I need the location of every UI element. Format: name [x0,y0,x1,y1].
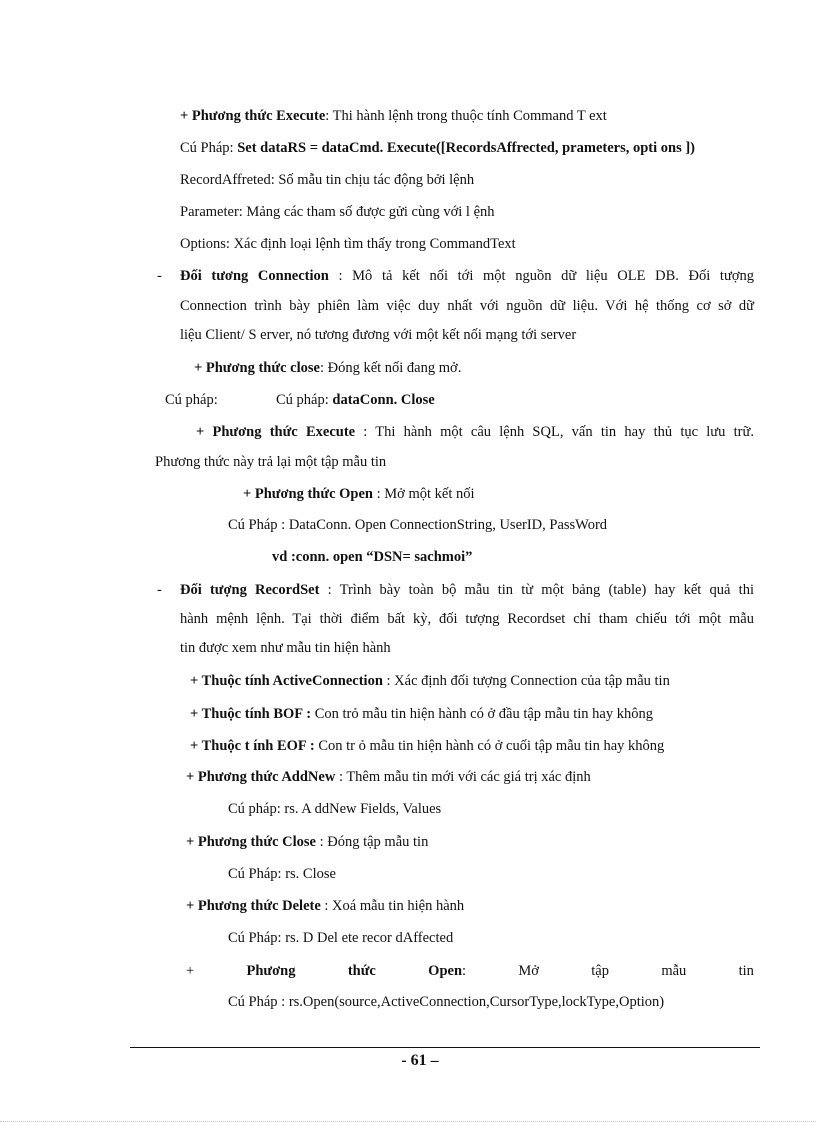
rs-open-line: + Phương thức Open: Mở tập mẫu tin [186,963,754,979]
execute-connection-line-1: + Phương thức Execute : Thi hành một câu lệnh SQL, vấn tin hay thủ tục lưu trữ. [196,424,754,440]
open-syntax-line: Cú Pháp : DataConn. Open ConnectionString, UserID, PassWord [228,517,608,533]
close-syntax-line: Cú pháp: dataConn. Close [276,392,435,408]
rs-close-syntax-line: Cú Pháp: rs. Close [228,866,336,882]
close-method-line: + Phương thức close: Đóng kết nối đang mở. [194,360,462,376]
recordset-para-line-1: Đối tượng RecordSet : Trình bày toàn bộ mẫu tin từ một bảng (table) hay kết quả thi [180,582,754,598]
execute-connection-line-2: Phương thức này trả lại một tập mẫu tin [155,454,387,470]
rs-open-syntax-line: Cú Pháp : rs.Open(source,ActiveConnection,CursorType,lockType,Option) [228,994,665,1010]
syntax-label: Cú pháp: [165,392,218,408]
active-connection-line: + Thuộc tính ActiveConnection : Xác định đối tượng Connection của tập mẫu tin [190,673,670,689]
connection-para-line-1: Đối tương Connection : Mô tả kết nối tới một nguồn dữ liệu OLE DB. Đối tượng [180,268,754,284]
addnew-syntax-line: Cú pháp: rs. A ddNew Fields, Values [228,801,442,817]
bullet-dash: - [157,582,162,598]
open-method-line: + Phương thức Open : Mở một kết nối [243,486,475,502]
record-affected-line: RecordAffreted: Số mẫu tin chịu tác động bởi lệnh [180,172,475,188]
bullet-dash: - [157,268,162,284]
footer-rule [130,1047,760,1048]
page-number: - 61 – [401,1052,439,1069]
parameter-line: Parameter: Mảng các tham số được gửi cùng với l ệnh [180,204,495,220]
example-line: vd :conn. open “DSN= sachmoi” [272,549,473,565]
rs-close-line: + Phương thức Close : Đóng tập mẫu tin [186,834,429,850]
execute-method-line: + Phương thức Execute: Thi hành lệnh trong thuộc tính Command T ext [180,108,607,124]
options-line: Options: Xác định loại lệnh tìm thấy trong CommandText [180,236,516,252]
recordset-para-line-3: tin được xem như mẫu tin hiện hành [180,640,391,656]
execute-syntax-line: Cú Pháp: Set dataRS = dataCmd. Execute([RecordsAffrected, prameters, opti ons ]) [180,140,696,156]
delete-line: + Phương thức Delete : Xoá mẫu tin hiện hành [186,898,465,914]
connection-para-line-2: Connection trình bày phiên làm việc duy nhất với nguồn dữ liệu. Với hệ thống cơ sở dữ [180,298,754,314]
eof-line: + Thuộc t ính EOF : Con tr ỏ mẫu tin hiện hành có ở cuối tập mẫu tin hay không [190,738,665,754]
recordset-para-line-2: hành mệnh lệnh. Tại thời điểm bất kỳ, đối tượng Recordset chỉ tham chiếu tới một mẫu [180,611,754,627]
delete-syntax-line: Cú Pháp: rs. D Del ete recor dAffected [228,930,454,946]
addnew-line: + Phương thức AddNew : Thêm mẫu tin mới với các giá trị xác định [186,769,591,785]
page-bottom-border [0,1121,816,1122]
bof-line: + Thuộc tính BOF : Con trỏ mẫu tin hiện hành có ở đầu tập mẫu tin hay không [190,706,653,722]
connection-para-line-3: liệu Client/ S erver, nó tương đương với một kết nối mạng tới server [180,327,577,343]
